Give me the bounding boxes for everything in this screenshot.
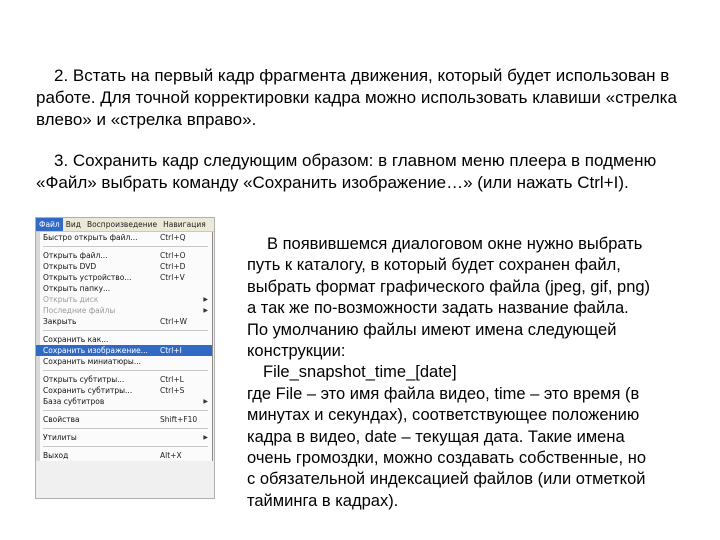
menu-item-label: Сохранить субтитры... bbox=[43, 386, 133, 395]
menu-item-label: Открыть диск bbox=[43, 295, 99, 304]
filename-pattern: File_snapshot_time_[date] bbox=[263, 363, 457, 382]
text-line: тайминга в кадрах). bbox=[247, 491, 399, 510]
submenu-arrow-icon: ▶ bbox=[203, 296, 208, 303]
menu-item-label: Сохранить как... bbox=[43, 335, 109, 344]
menu-bar-item-view[interactable]: Вид bbox=[65, 220, 81, 229]
menu-separator bbox=[43, 370, 208, 371]
menu-item[interactable] bbox=[36, 414, 212, 425]
menu-item-shortcut: Shift+F10 bbox=[160, 415, 198, 424]
menu-item-shortcut: Ctrl+V bbox=[160, 273, 185, 282]
text-line bbox=[247, 362, 702, 383]
menu-item-shortcut: Ctrl+D bbox=[160, 262, 186, 271]
text-line-content: В появившемся диалоговом окне нужно выбрать bbox=[267, 235, 643, 253]
text-line: где File – это имя файла видео, time – это время (в bbox=[247, 384, 640, 403]
menu-item-label: База субтитров bbox=[43, 397, 105, 406]
dialog-description bbox=[247, 234, 702, 512]
menu-item[interactable] bbox=[36, 334, 212, 345]
text-line bbox=[247, 234, 702, 255]
menu-bar-item-navigation[interactable]: Навигация bbox=[163, 220, 206, 229]
menu-bar bbox=[36, 218, 214, 232]
text-line: кадра в видео, date – текущая дата. Такие имена bbox=[247, 427, 625, 446]
menu-item-label: Открыть папку... bbox=[43, 284, 111, 293]
menu-item[interactable] bbox=[36, 345, 212, 356]
menu-item-label: Открыть субтитры... bbox=[43, 375, 125, 384]
submenu-arrow-icon: ▶ bbox=[203, 398, 208, 405]
menu-item-shortcut: Ctrl+L bbox=[160, 375, 184, 384]
text-line: путь к каталогу, в который будет сохранен файл, bbox=[247, 256, 621, 275]
text-line: с обязательной индексацией файлов (или отметкой bbox=[247, 470, 646, 489]
menu-item[interactable] bbox=[36, 356, 212, 367]
text-line: а так же по-возможности задать название файла. bbox=[247, 299, 629, 318]
menu-item-shortcut: Ctrl+W bbox=[160, 317, 188, 326]
text-line: минутах и секундах), соответствующее положению bbox=[247, 406, 640, 425]
menu-item-shortcut: Ctrl+O bbox=[160, 251, 186, 260]
menu-item-label: Открыть файл... bbox=[43, 251, 108, 260]
menu-item-label: Открыть DVD bbox=[43, 262, 97, 271]
menu-item-label: Закрыть bbox=[43, 317, 77, 326]
text-line: очень громоздки, можно создавать собственные, но bbox=[247, 449, 646, 468]
text-line: По умолчанию файлы имеют имена следующей bbox=[247, 320, 617, 339]
menu-item-label: Открыть устройство... bbox=[43, 273, 132, 282]
menu-item[interactable] bbox=[36, 261, 212, 272]
submenu-arrow-icon: ▶ bbox=[203, 307, 208, 314]
menu-item[interactable] bbox=[36, 272, 212, 283]
menu-bar-item-playback[interactable]: Воспроизведение bbox=[86, 220, 158, 229]
menu-bar-item-file[interactable]: Файл bbox=[36, 218, 63, 231]
menu-item-shortcut: Ctrl+S bbox=[160, 386, 185, 395]
text-line: выбрать формат графического файла (jpeg, gif, png) bbox=[247, 277, 651, 296]
menu-item[interactable] bbox=[36, 232, 212, 243]
menu-item-label: Сохранить изображение... bbox=[43, 346, 148, 355]
menu-item-shortcut: Alt+X bbox=[160, 451, 182, 460]
submenu-arrow-icon: ▶ bbox=[203, 434, 208, 441]
menu-item[interactable] bbox=[36, 283, 212, 294]
menu-item bbox=[36, 305, 212, 316]
menu-item[interactable] bbox=[36, 432, 212, 443]
menu-separator bbox=[43, 246, 208, 247]
menu-item bbox=[36, 294, 212, 305]
menu-item[interactable] bbox=[36, 450, 212, 461]
text-line: конструкции: bbox=[247, 342, 346, 361]
paragraph-step-2-text: 2. Встать на первый кадр фрагмента движения, который будет использован в работе. Для точной корректировки кадра можно использовать клавиши «стрелка влево» и «стрелка вправо». bbox=[36, 66, 677, 129]
menu-separator bbox=[43, 428, 208, 429]
menu-item-label: Выход bbox=[43, 451, 69, 460]
menu-item-label: Утилиты bbox=[43, 433, 77, 442]
menu-item-label: Быстро открыть файл... bbox=[43, 233, 138, 242]
menu-item-label: Сохранить миниатюры... bbox=[43, 357, 141, 366]
paragraph-step-2 bbox=[36, 65, 696, 131]
menu-separator bbox=[43, 446, 208, 447]
menu-item-label: Свойства bbox=[43, 415, 80, 424]
paragraph-step-3-text: 3. Сохранить кадр следующим образом: в главном меню плеера в подменю «Файл» выбрать команду «Сохранить изображение…» (или нажать Ctrl+I). bbox=[36, 151, 657, 192]
menu-item[interactable] bbox=[36, 316, 212, 327]
paragraph-step-3 bbox=[36, 150, 696, 194]
menu-item[interactable] bbox=[36, 396, 212, 407]
menu-item[interactable] bbox=[36, 250, 212, 261]
menu-item[interactable] bbox=[36, 374, 212, 385]
menu-separator bbox=[43, 330, 208, 331]
menu-item[interactable] bbox=[36, 385, 212, 396]
menu-separator bbox=[43, 410, 208, 411]
player-menu-screenshot bbox=[35, 217, 215, 499]
file-menu-dropdown bbox=[36, 232, 213, 461]
menu-item-shortcut: Ctrl+I bbox=[160, 346, 182, 355]
menu-item-label: Последние файлы bbox=[43, 306, 116, 315]
menu-item-shortcut: Ctrl+Q bbox=[160, 233, 186, 242]
